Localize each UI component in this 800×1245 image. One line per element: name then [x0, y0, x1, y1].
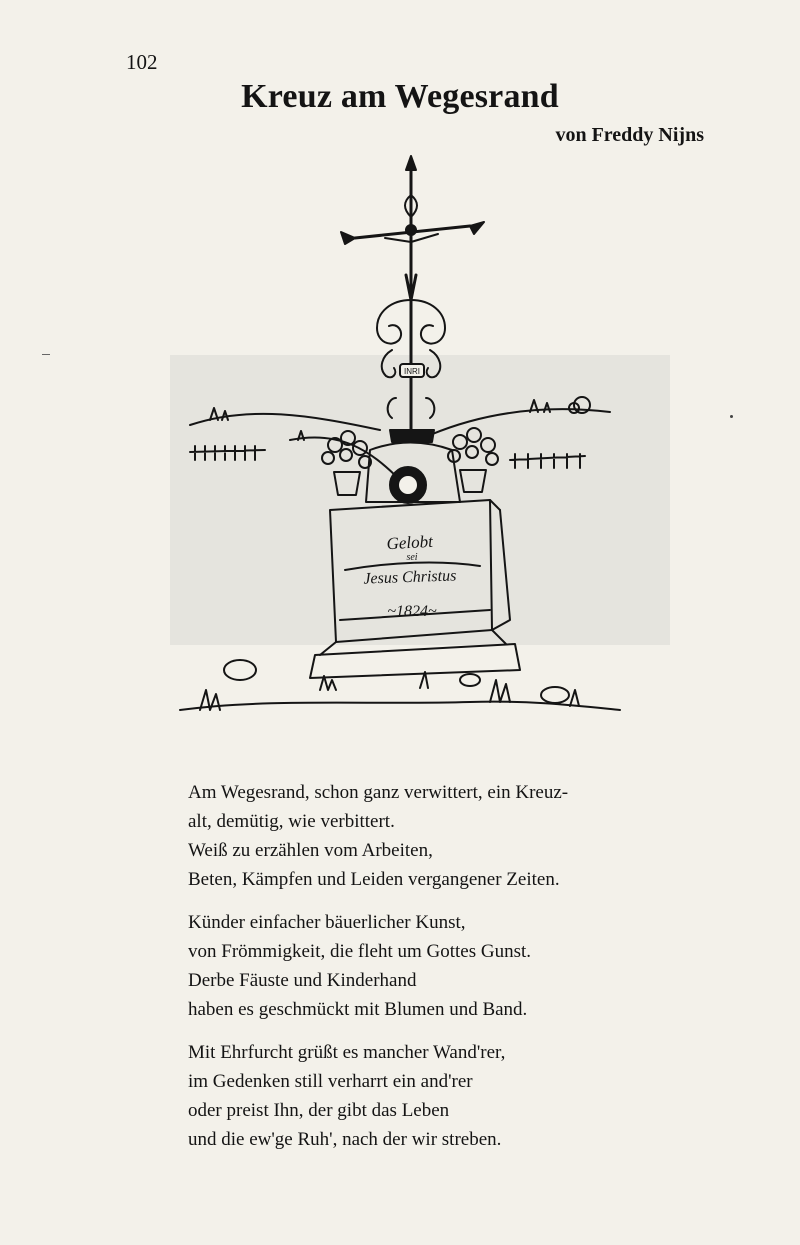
flower-pot-left — [322, 431, 371, 495]
stone-text: sei — [406, 552, 418, 563]
poem-line: alt, demütig, wie verbittert. — [188, 811, 395, 832]
wayside-cross-illustration — [170, 150, 630, 730]
page-number: 102 — [126, 50, 158, 74]
inri-label: INRI — [404, 367, 420, 376]
poem-line: oder preist Ihn, der gibt das Leben — [188, 1100, 450, 1121]
author-byline: von Freddy Nijns — [555, 124, 704, 146]
poem-line: Derbe Fäuste und Kinderhand — [188, 970, 417, 991]
poem-line: Mit Ehrfurcht grüßt es mancher Wand'rer, — [188, 1042, 506, 1063]
stanza — [188, 908, 658, 1024]
poem — [188, 778, 658, 1168]
poem-line: Weiß zu erzählen vom Arbeiten, — [188, 840, 433, 861]
iron-cross — [341, 156, 484, 442]
page-title: Kreuz am Wegesrand — [241, 78, 559, 115]
grass — [200, 680, 579, 710]
poem-line: von Frömmigkeit, die fleht um Gottes Gunst. — [188, 941, 532, 962]
ink-speck — [730, 415, 733, 418]
stone-text: Gelobt — [386, 531, 434, 554]
rock — [460, 674, 480, 686]
rock — [541, 687, 569, 703]
poem-line: Am Wegesrand, schon ganz verwittert, ein Kreuz- — [188, 782, 569, 803]
margin-mark — [42, 354, 50, 355]
poem-line: im Gedenken still verharrt ein and'rer — [188, 1071, 473, 1092]
stone-year: ~1824~ — [387, 603, 437, 620]
poem-line: haben es geschmückt mit Blumen und Band. — [188, 999, 528, 1020]
poem-line: und die ew'ge Ruh', nach der wir streben. — [188, 1129, 502, 1150]
flower-pot-right — [448, 428, 498, 492]
rock — [224, 660, 256, 680]
poem-line: Künder einfacher bäuerlicher Kunst, — [188, 912, 466, 933]
stone-text: Jesus Christus — [363, 567, 457, 588]
stanza — [188, 778, 658, 894]
poem-line: Beten, Kämpfen und Leiden vergangener Zeiten. — [188, 869, 560, 890]
hill-line — [190, 414, 380, 430]
stanza — [188, 1038, 658, 1154]
fence — [190, 446, 265, 460]
fence — [510, 454, 585, 468]
